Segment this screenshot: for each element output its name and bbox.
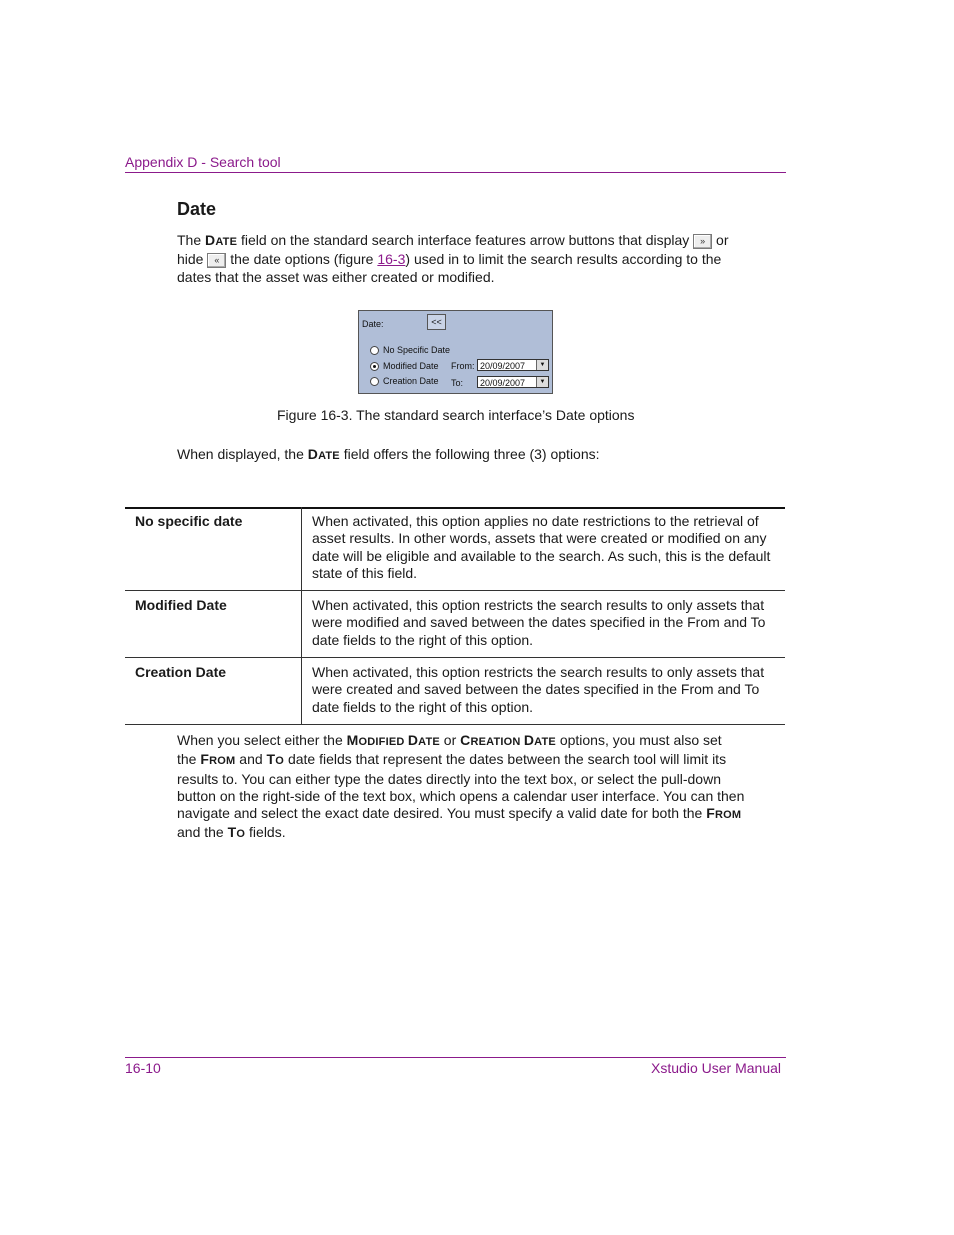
intro-paragraph: The DATE field on the standard search interface features arrow buttons that display » or hide « the date options (figure 16-3) used in to limit the search results according to the dates that the asset was either created or modified. — [177, 232, 729, 285]
date-label: Date: — [362, 319, 384, 329]
dropdown-arrow-icon[interactable]: ▼ — [536, 360, 548, 370]
manual-title: Xstudio User Manual — [651, 1060, 781, 1076]
to-date-field[interactable]: 20/09/2007 ▼ — [477, 376, 549, 388]
lead-paragraph: When displayed, the DATE field offers the following three (3) options: — [177, 446, 600, 462]
hide-options-button[interactable]: « — [207, 253, 226, 268]
closing-paragraph: When you select either the MODIFIED DATE or CREATION DATE options, you must also set the FROM and TO date fields that represent the dates between the search tool will limit its results to. You can either type the dates directly into the text box, or select the pull-down button on the right-side of the text box, which opens a calendar user interface. You can then navigate and select the exact date desired. You must specify a valid date for both the FROM and the TO fields. — [177, 732, 745, 841]
radio-no-specific-date[interactable]: No Specific Date — [370, 345, 450, 355]
radio-modified-date[interactable]: Modified Date — [370, 361, 439, 371]
table-row — [125, 658, 785, 725]
radio-circle[interactable] — [370, 346, 379, 355]
from-label: From: — [451, 361, 475, 371]
radio-circle-selected[interactable] — [370, 362, 379, 371]
radio-circle[interactable] — [370, 377, 379, 386]
radio-creation-date[interactable]: Creation Date — [370, 376, 439, 386]
term-cell: No specific date — [125, 507, 302, 591]
dropdown-arrow-icon[interactable]: ▼ — [536, 377, 548, 387]
table-row — [125, 591, 785, 658]
show-options-button[interactable]: » — [693, 234, 712, 249]
section-title: Date — [177, 199, 217, 219]
figure-caption: Figure 16-3. The standard search interface’s Date options — [277, 407, 635, 423]
figure-link[interactable]: 16-3 — [377, 251, 406, 268]
term-cell: Creation Date — [125, 658, 302, 725]
date-options-figure — [358, 310, 553, 394]
table-row — [125, 507, 785, 591]
desc-cell: When activated, this option applies no date restrictions to the retrieval of asset results. In other words, assets that were created or modified on any date will be eligible and available to the search. As such, this is the default state of this field. — [312, 513, 771, 581]
hide-date-options-button[interactable]: << — [427, 314, 446, 330]
running-header: Appendix D - Search tool — [125, 154, 281, 170]
desc-cell: When activated, this option restricts the search results to only assets that were modified and saved between the dates specified in the From and To date fields to the right of this option. — [312, 597, 766, 648]
page-number: 16-10 — [125, 1060, 161, 1076]
from-date-field[interactable]: 20/09/2007 ▼ — [477, 359, 549, 371]
options-table — [125, 507, 785, 725]
header-rule — [125, 172, 786, 173]
desc-cell: When activated, this option restricts the search results to only assets that were created and saved between the dates specified in the From and To date fields to the right of this option. — [312, 664, 765, 715]
footer-rule — [125, 1057, 786, 1058]
to-label: To: — [451, 378, 464, 388]
term-cell: Modified Date — [125, 591, 302, 658]
